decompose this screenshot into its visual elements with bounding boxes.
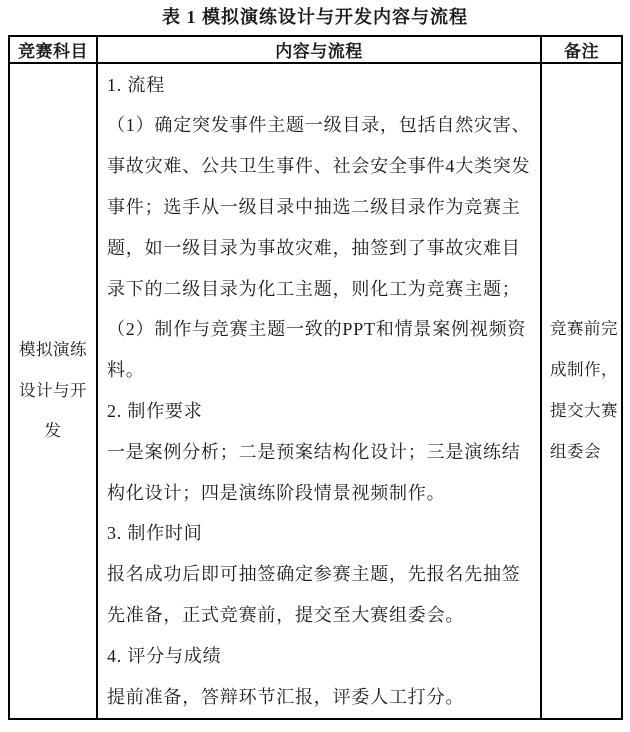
subject-line: 设计与开 <box>19 380 87 400</box>
header-subject: 竞赛科目 <box>9 36 97 63</box>
content-line: 一是案例分析；二是预案结构化设计；三是演练结 <box>107 441 521 462</box>
header-row <box>9 36 622 63</box>
content-line: （1）确定突发事件主题一级目录，包括自然灾害、 <box>107 115 531 136</box>
subject-line: 模拟演练 <box>19 339 87 359</box>
content-line: 录下的二级目录为化工主题，则化工为竞赛主题； <box>107 278 521 299</box>
content-line: 先准备，正式竞赛前，提交至大赛组委会。 <box>107 604 465 625</box>
content-line: 事故灾难、公共卫生事件、社会安全事件4大类突发 <box>107 156 531 177</box>
content-line: 题，如一级目录为事故灾难，抽签到了事故灾难目 <box>107 237 521 258</box>
remark-line: 竞赛前完 <box>550 319 618 339</box>
content-line: 事件；选手从一级目录中抽选二级目录作为竞赛主 <box>107 197 521 218</box>
content-line: 料。 <box>107 360 145 381</box>
subject-text <box>10 330 96 452</box>
header-content: 内容与流程 <box>97 36 541 63</box>
content-line: 报名成功后即可抽签确定参赛主题，先报名先抽签 <box>107 564 521 585</box>
content-line-heading-3: 3. 制作时间 <box>107 523 203 544</box>
content-line: 构化设计；四是演练阶段情景视频制作。 <box>107 482 446 503</box>
content-line-heading-1: 1. 流程 <box>107 74 165 95</box>
content-text <box>98 65 540 718</box>
content-cell <box>97 63 541 719</box>
subject-cell <box>9 63 97 719</box>
content-line-heading-4: 4. 评分与成绩 <box>107 645 222 666</box>
content-line: 提前准备，答辩环节汇报，评委人工打分。 <box>107 686 465 707</box>
content-flow-table <box>8 35 623 720</box>
remark-line: 成制作， <box>550 360 618 380</box>
remark-line: 组委会 <box>550 441 601 461</box>
content-line-heading-2: 2. 制作要求 <box>107 401 203 421</box>
table-title: 表 1 模拟演练设计与开发内容与流程 <box>162 7 468 27</box>
remark-text <box>542 309 621 472</box>
content-line: （2）制作与竞赛主题一致的PPT和情景案例视频资 <box>107 319 527 340</box>
header-remark: 备注 <box>541 36 622 63</box>
remark-line: 提交大赛 <box>550 401 618 420</box>
remark-cell <box>541 63 622 719</box>
body-row <box>9 63 622 719</box>
subject-line: 发 <box>44 421 62 441</box>
